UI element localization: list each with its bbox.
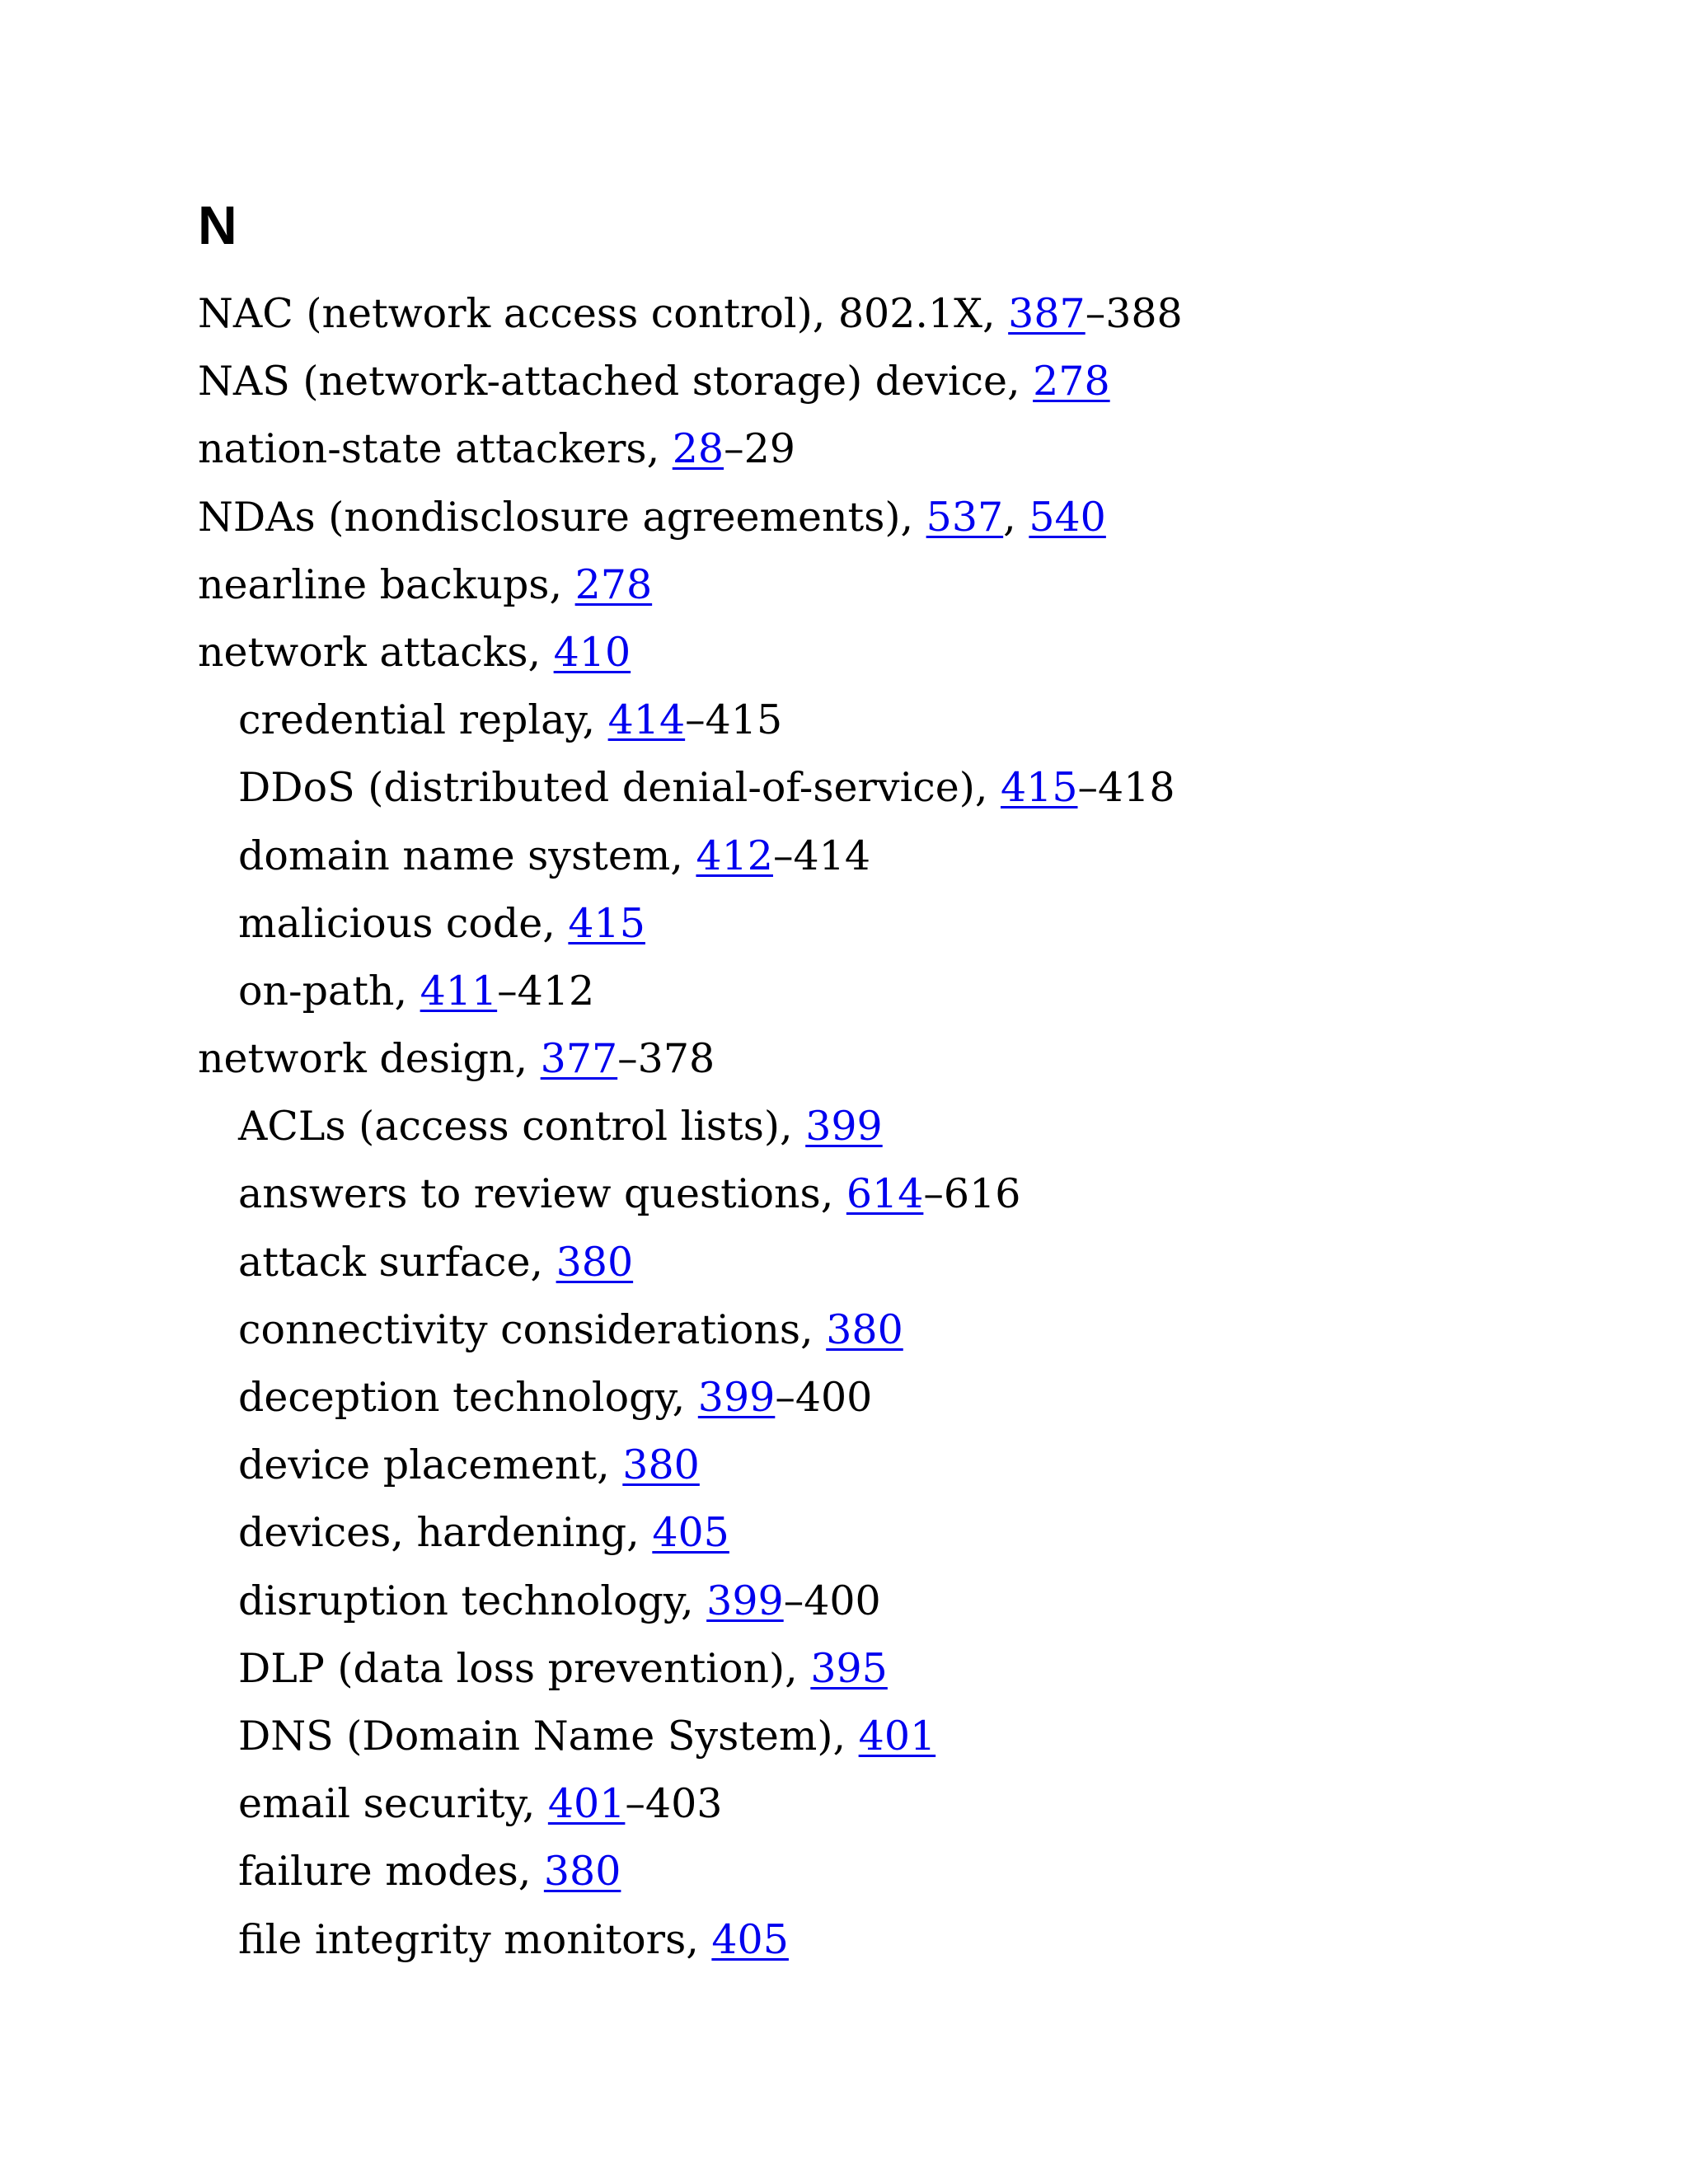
index-subentry [198,1770,1599,1838]
index-term: connectivity considerations, [238,1305,827,1353]
index-term: on-path, [238,967,420,1015]
index-entry [198,619,1599,687]
index-term: DLP (data loss prevention), [238,1644,811,1692]
page-number-link[interactable]: 537 [926,493,1004,541]
page-range-text: –400 [775,1374,873,1421]
index-term: failure modes, [238,1848,544,1896]
index-term: DNS (Domain Name System), [238,1712,859,1760]
page-number-link[interactable]: 278 [1033,358,1110,405]
index-term: network attacks, [198,628,554,676]
index-term: DDoS (distributed denial-of-service), [238,764,1001,812]
index-term: credential replay, [238,696,608,744]
page-number-link[interactable]: 28 [672,425,724,473]
page-number-link[interactable]: 410 [553,628,631,676]
index-list [198,280,1599,1974]
page-range-text: –400 [783,1577,881,1624]
index-term: email security, [238,1780,548,1828]
index-entry [198,415,1599,483]
index-subentry [198,1499,1599,1567]
index-term: NAS (network-attached storage) device, [198,358,1034,405]
index-subentry [198,1906,1599,1974]
page-number-link[interactable]: 377 [540,1035,618,1083]
index-entry [198,551,1599,619]
page-number-link[interactable]: 278 [574,560,653,608]
index-subentry [198,823,1599,890]
section-heading: N [198,194,237,255]
index-term: answers to review questions, [238,1170,846,1218]
index-term: disruption technology, [238,1577,707,1624]
index-subentry [198,890,1599,958]
page-range-text: –616 [923,1170,1021,1218]
page-number-link[interactable]: 395 [810,1644,888,1692]
page-number-link[interactable]: 415 [1000,764,1078,812]
page-number-link[interactable]: 399 [706,1577,784,1624]
page-range-text: –414 [772,832,870,879]
index-term: nearline backups, [198,560,575,608]
index-term: domain name system, [238,832,696,879]
page-number-link[interactable]: 401 [547,1780,626,1828]
index-subentry [198,1432,1599,1499]
page-number-link[interactable]: 399 [805,1103,883,1151]
page-number-link[interactable]: 399 [697,1374,776,1421]
index-subentry [198,1568,1599,1635]
page-number-link[interactable]: 387 [1008,290,1085,337]
index-term: nation-state attackers, [198,425,673,473]
index-term: ACLs (access control lists), [238,1103,806,1151]
page-number-link[interactable]: 380 [826,1305,903,1353]
index-subentry [198,754,1599,822]
page-number-link[interactable]: 380 [543,1848,621,1896]
index-subentry [198,1838,1599,1905]
page-number-link[interactable]: 412 [696,832,773,879]
page-range-text: , [1003,493,1029,541]
index-entry [198,280,1599,348]
page-range-text: –412 [497,967,595,1015]
page-number-link[interactable]: 415 [568,899,645,947]
page-number-link[interactable]: 380 [622,1441,700,1489]
page-range-text: –403 [625,1780,723,1828]
index-term: NAC (network access control), 802.1X, [198,290,1009,337]
page-number-link[interactable]: 405 [711,1915,789,1963]
index-entry [198,1025,1599,1093]
index-term: attack surface, [238,1238,556,1286]
page-range-text: –388 [1085,290,1183,337]
page-range-text: –378 [617,1035,715,1083]
index-term: deception technology, [238,1374,698,1421]
index-subentry [198,1296,1599,1364]
index-term: file integrity monitors, [238,1915,712,1963]
index-subentry [198,1635,1599,1703]
index-subentry [198,1160,1599,1228]
page-number-link[interactable]: 414 [607,696,686,744]
index-term: devices, hardening, [238,1509,653,1557]
page-number-link[interactable]: 405 [652,1509,729,1557]
index-subentry [198,1703,1599,1770]
page-number-link[interactable]: 614 [846,1170,924,1218]
index-term: malicious code, [238,899,569,947]
index-subentry [198,687,1599,754]
page-range-text: –29 [724,425,795,473]
index-entry [198,484,1599,551]
page-number-link[interactable]: 411 [420,967,498,1015]
page-range-text: –418 [1077,764,1175,812]
page-range-text: –415 [685,696,783,744]
page-number-link[interactable]: 540 [1029,493,1106,541]
index-subentry [198,1229,1599,1296]
index-term: device placement, [238,1441,623,1489]
index-subentry [198,1364,1599,1432]
index-term: NDAs (nondisclosure agreements), [198,493,926,541]
index-subentry [198,958,1599,1025]
index-entry [198,348,1599,415]
index-subentry [198,1093,1599,1160]
page-number-link[interactable]: 401 [858,1712,936,1760]
index-term: network design, [198,1035,541,1083]
page-number-link[interactable]: 380 [556,1238,634,1286]
